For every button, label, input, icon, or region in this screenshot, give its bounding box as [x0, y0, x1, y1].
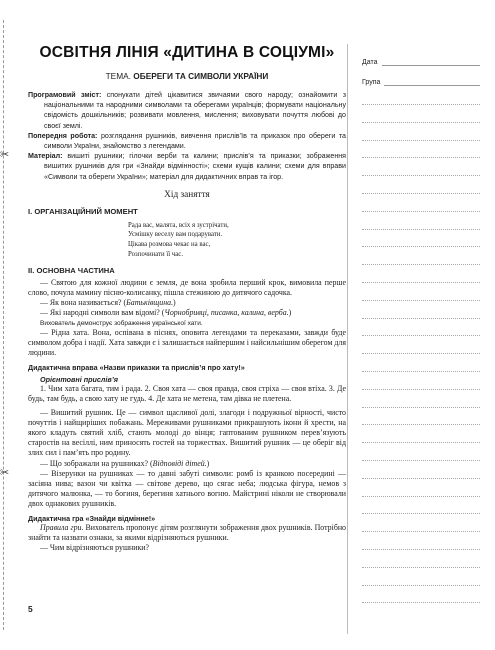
proverbs: 1. Чим хата багата, тим і рада. 2. Своя хата — своя правда, своя стріха — своя втіха. 3. Де будь, там будь, а свою хату не гудь. 4. Де хата не метена, там дівка не плетена.	[28, 383, 346, 403]
note-line[interactable]	[362, 478, 480, 479]
topic-label: ТЕМА.	[105, 71, 131, 81]
note-line[interactable]	[362, 300, 480, 301]
section-2-heading: II. ОСНОВНА ЧАСТИНА	[28, 266, 115, 276]
note-line[interactable]	[362, 104, 480, 105]
main-column	[28, 44, 346, 553]
group-line	[384, 78, 480, 86]
note-line[interactable]	[362, 371, 480, 372]
note-line[interactable]	[362, 211, 480, 212]
poem-line: Розпочинати її час.	[128, 250, 184, 258]
note-line[interactable]	[362, 140, 480, 141]
note-line[interactable]	[362, 157, 480, 158]
intro-label: Програмовий зміст:	[28, 91, 102, 99]
intro-text: вишиті рушники; гілочки верби та калини; прислів’я та приказки; зображення вишитих рушників для гри «Знайди відмінності»; схеми кущів калини; схеми для вправи «Символи та обереги України»; матеріал для дидактичних вправ та ігор.	[44, 152, 346, 181]
cut-line	[3, 20, 4, 630]
note-line[interactable]	[362, 424, 480, 425]
scissors-icon: ✂	[0, 148, 10, 161]
note-line[interactable]	[362, 407, 480, 408]
intro-text: розглядання рушників, вивчення прислів’їв та приказок про обереги та символи України, знайомство з легендами.	[44, 131, 346, 151]
intro-label: Попередня робота:	[28, 131, 98, 140]
rules-label: Правила гри.	[40, 522, 84, 532]
note-line[interactable]	[362, 175, 480, 176]
section-1-heading: I. ОРГАНІЗАЦІЙНИЙ МОМЕНТ	[28, 206, 138, 216]
intro-label: Матеріал:	[28, 152, 63, 161]
greeting-poem	[128, 221, 346, 259]
poem-line: Цікава розмова чекає на вас,	[128, 241, 211, 249]
note-line[interactable]	[362, 531, 480, 532]
teacher-note: Вихователь демонструє зображення української хати.	[40, 319, 203, 327]
date-line	[382, 58, 480, 66]
course-heading: Хід заняття	[164, 189, 210, 200]
exercise-1-subtitle: Орієнтовні прислів’я	[40, 374, 118, 384]
note-line[interactable]	[362, 549, 480, 550]
topic-line	[28, 71, 346, 81]
group-field[interactable]	[362, 66, 480, 86]
page-number: 5	[28, 604, 33, 614]
answer: Відповіді дітей.	[152, 458, 207, 468]
note-line[interactable]	[362, 335, 480, 336]
note-line[interactable]	[362, 264, 480, 265]
exercise-2-title: Дидактична гра «Знайди відмінне!»	[28, 513, 156, 523]
note-line[interactable]	[362, 122, 480, 123]
note-line[interactable]	[362, 602, 480, 603]
exercise-1-title: Дидактична вправа «Назви приказки та прислів’я про хату!»	[28, 362, 245, 372]
answer: Чорнобривці, писанка, калина, верба.	[164, 308, 289, 318]
note-line[interactable]	[362, 246, 480, 247]
exercise-2-rules: Правила гри. Вихователь пропонує дітям розглянути зображення двох рушників. Потрібно знайти та назвати ознаки, за якими відрізняються рушники.	[28, 522, 347, 543]
intro-block	[28, 90, 346, 182]
note-line[interactable]	[362, 282, 480, 283]
note-line[interactable]	[362, 193, 480, 194]
question: — Які народні символи вам відомі? (Чорнобривці, писанка, калина, верба.)	[40, 308, 292, 318]
paragraph: — Святою для кожної людини є земля, де вона зробила перший крок, вимовила перше слово, почула мамину пісню-колисанку, пішла стежиною до дитячого садочка.	[28, 278, 346, 298]
intro-prework	[28, 131, 346, 151]
date-label: Дата	[362, 59, 378, 66]
note-line[interactable]	[362, 585, 480, 586]
poem-line: Усмішку веселу вам подарувати.	[128, 231, 223, 239]
question: — Чим відрізняються рушники?	[40, 543, 150, 553]
note-line[interactable]	[362, 567, 480, 568]
date-field[interactable]	[362, 46, 480, 66]
notes-column	[362, 46, 480, 86]
paragraph: — Рідна хата. Вона, оспівана в піснях, оповита легендами та переказами, завжди буде символом добра і надії. Хата завжди є і залишається найпершим і найсильнішим оберегом для людини.	[28, 327, 346, 357]
note-line[interactable]	[362, 318, 480, 319]
topic-value: ОБЕРЕГИ ТА СИМВОЛИ УКРАЇНИ	[133, 71, 269, 81]
note-line[interactable]	[362, 460, 480, 461]
note-line[interactable]	[362, 389, 480, 390]
poem-line: Рада вас, малята, всіх я зустрічати,	[128, 221, 229, 229]
intro-program	[28, 90, 346, 131]
note-line[interactable]	[362, 496, 480, 497]
answer: Батьківщина.	[126, 298, 174, 308]
group-label: Група	[362, 79, 381, 86]
question: — Як вона називається? (Батьківщина.)	[40, 298, 176, 308]
note-line[interactable]	[362, 353, 480, 354]
paragraph: — Вишитий рушник. Це — символ щасливої долі, злагоди і подружньої вірності, чисто почуттів і найщиріших побажань. Мереживами рушниками прикрашують ікони й хрести, на якого кладуть святий хліб, стають молоді до вінця; гаптованим рушником перев’язують старостів на весіллі, ним приносять гостей на торжествах. Вишитий рушник — це оберіг від злих сил і пам’ять про родину.	[28, 408, 346, 458]
note-line[interactable]	[362, 442, 480, 443]
scissors-icon: ✂	[0, 466, 10, 479]
note-line[interactable]	[362, 513, 480, 514]
note-line[interactable]	[362, 229, 480, 230]
column-divider	[347, 44, 348, 634]
intro-material	[28, 151, 346, 182]
paragraph: — Візерунки на рушниках — то давні забуті символи: ромб із кранкою посередині — засіяна нива; вазон чи квітка — світове дерево, що сягає неба; людська фігура, немов з дитячого малюнка, — то богиня, берегиня хатнього вогню. Майстрині ніколи не створювали двох однакових рушників.	[28, 468, 346, 508]
page-title: ОСВІТНЯ ЛІНІЯ «ДИТИНА В СОЦІУМІ»	[39, 44, 335, 61]
intro-text: спонукати дітей цікавитися звичаями свого народу; ознайомити з національними та народними символами та оберегами українців; формувати національну свідомість дошкільників; розвивати мовлення, мислення; виховувати почуття любові до своєї землі.	[44, 91, 346, 130]
question: — Що зображали на рушниках? (Відповіді дітей.)	[40, 458, 210, 468]
